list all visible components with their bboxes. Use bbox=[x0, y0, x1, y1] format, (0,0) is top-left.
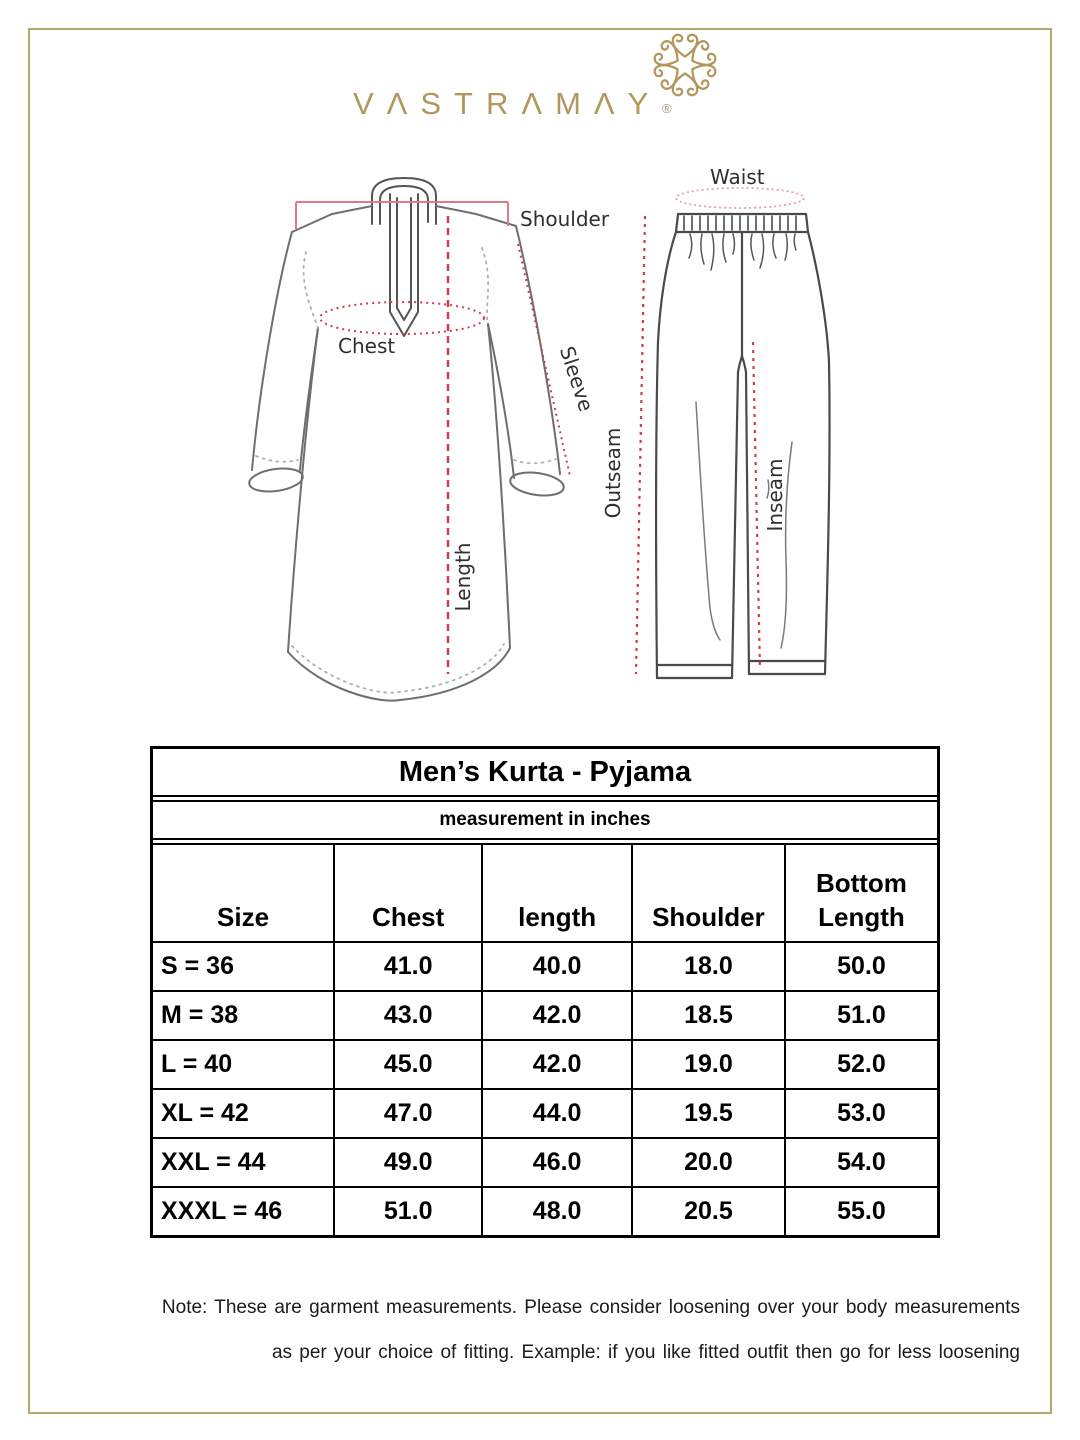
value-cell: 47.0 bbox=[334, 1089, 482, 1138]
value-cell: 50.0 bbox=[785, 942, 937, 991]
value-cell: 53.0 bbox=[785, 1089, 937, 1138]
value-cell: 43.0 bbox=[334, 991, 482, 1040]
table-row bbox=[153, 1089, 937, 1138]
size-chart bbox=[150, 746, 940, 1238]
column-header: length bbox=[482, 845, 632, 942]
value-cell: 48.0 bbox=[482, 1187, 632, 1235]
size-cell: XL = 42 bbox=[153, 1089, 334, 1138]
size-cell: L = 40 bbox=[153, 1040, 334, 1089]
value-cell: 51.0 bbox=[334, 1187, 482, 1235]
table-subtitle: measurement in inches bbox=[153, 802, 937, 840]
value-cell: 49.0 bbox=[334, 1138, 482, 1187]
value-cell: 44.0 bbox=[482, 1089, 632, 1138]
value-cell: 18.0 bbox=[632, 942, 785, 991]
value-cell: 20.0 bbox=[632, 1138, 785, 1187]
kurta-chest-label: Chest bbox=[338, 334, 396, 358]
value-cell: 52.0 bbox=[785, 1040, 937, 1089]
size-cell: M = 38 bbox=[153, 991, 334, 1040]
note-line-2: as per your choice of fitting. Example: if you like fitted outfit then go for less loosening bbox=[271, 1342, 1020, 1363]
value-cell: 55.0 bbox=[785, 1187, 937, 1235]
pyjama-waist-label: Waist bbox=[710, 165, 765, 189]
kurta-length-label: Length bbox=[451, 542, 475, 612]
value-cell: 46.0 bbox=[482, 1138, 632, 1187]
table-row bbox=[153, 1040, 937, 1089]
pyjama-diagram bbox=[600, 150, 1020, 730]
pyjama-inseam-label: Inseam bbox=[763, 458, 787, 532]
note-line-1: Note: These are garment measurements. Please consider loosening over your body measurements bbox=[161, 1297, 1020, 1318]
column-header: Shoulder bbox=[632, 845, 785, 942]
value-cell: 42.0 bbox=[482, 1040, 632, 1089]
table-row bbox=[153, 1138, 937, 1187]
value-cell: 20.5 bbox=[632, 1187, 785, 1235]
table-row bbox=[153, 942, 937, 991]
size-cell: XXXL = 46 bbox=[153, 1187, 334, 1235]
brand-mandala-icon bbox=[652, 32, 718, 98]
value-cell: 42.0 bbox=[482, 991, 632, 1040]
value-cell: 40.0 bbox=[482, 942, 632, 991]
brand-logo-text: VΛSTRΛMΛY bbox=[353, 86, 662, 121]
table-row bbox=[153, 991, 937, 1040]
column-header: Size bbox=[153, 845, 334, 942]
column-header: Chest bbox=[334, 845, 482, 942]
kurta-shoulder-label: Shoulder bbox=[520, 207, 610, 231]
size-cell: XXL = 44 bbox=[153, 1138, 334, 1187]
kurta-diagram bbox=[230, 160, 630, 760]
size-cell: S = 36 bbox=[153, 942, 334, 991]
measurements-table bbox=[153, 845, 937, 1235]
value-cell: 18.5 bbox=[632, 991, 785, 1040]
table-row bbox=[153, 1187, 937, 1235]
value-cell: 19.5 bbox=[632, 1089, 785, 1138]
value-cell: 54.0 bbox=[785, 1138, 937, 1187]
value-cell: 45.0 bbox=[334, 1040, 482, 1089]
registered-trademark: ® bbox=[662, 101, 672, 116]
column-header: Bottom Length bbox=[785, 845, 937, 942]
value-cell: 51.0 bbox=[785, 991, 937, 1040]
pyjama-outseam-label: Outseam bbox=[601, 427, 625, 519]
value-cell: 19.0 bbox=[632, 1040, 785, 1089]
kurta-sleeve-label: Sleeve bbox=[554, 343, 599, 415]
table-title: Men’s Kurta - Pyjama bbox=[153, 749, 937, 797]
header-row bbox=[153, 845, 937, 942]
value-cell: 41.0 bbox=[334, 942, 482, 991]
note-text bbox=[56, 1285, 1020, 1375]
